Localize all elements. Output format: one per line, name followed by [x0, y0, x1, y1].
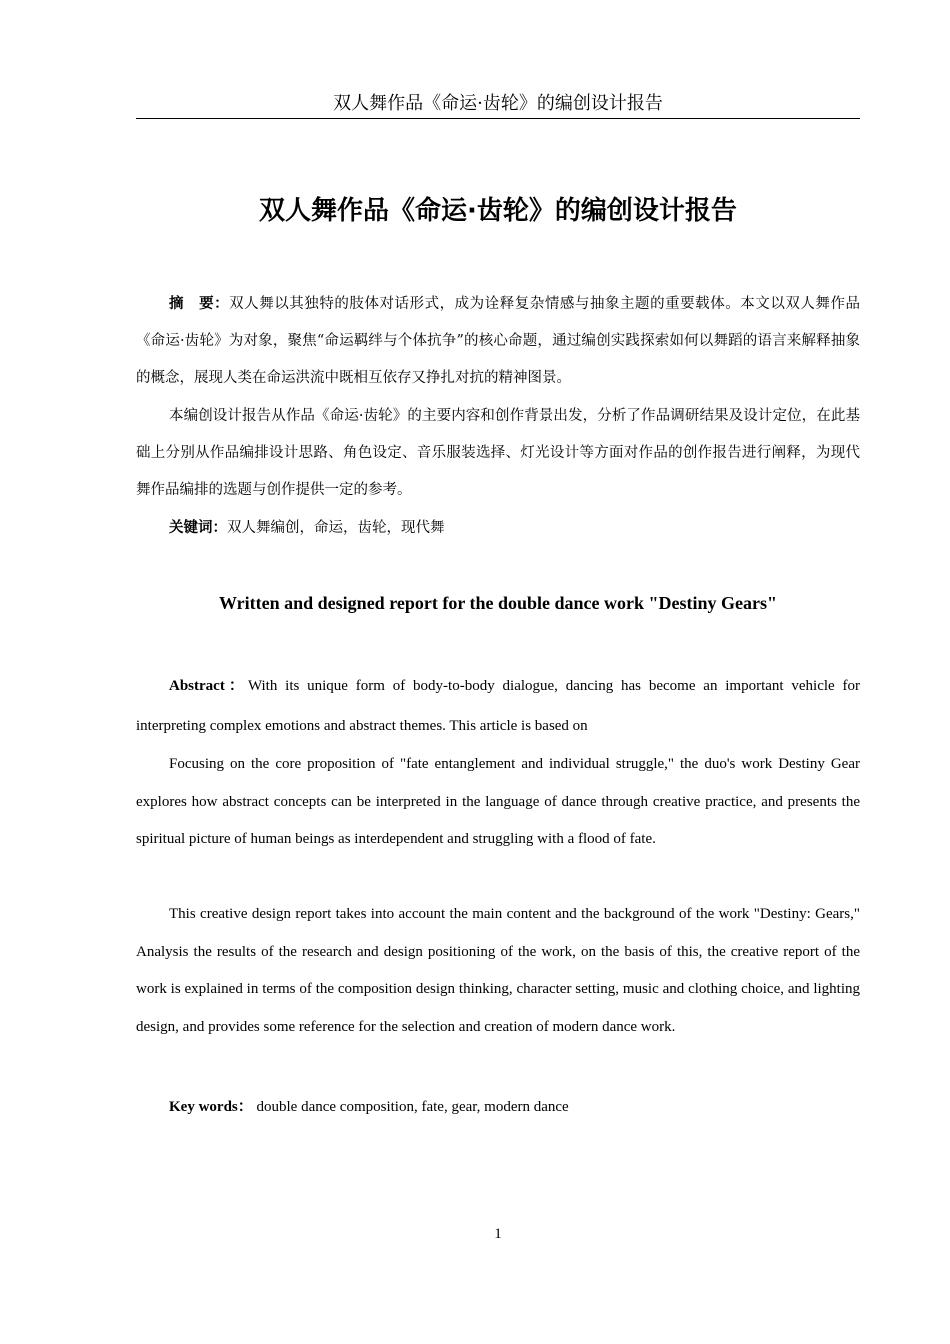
header-divider — [136, 118, 860, 119]
chinese-abstract-paragraph-1 — [136, 286, 860, 397]
chinese-keywords — [136, 510, 860, 547]
english-keywords-label: Key words： — [169, 1099, 253, 1115]
english-abstract-text-1: With its unique form of body-to-body dialogue, dancing has become an important vehicle for interpreting complex emotions and abstract themes. This article is based on — [136, 678, 861, 734]
english-keywords — [136, 1089, 860, 1127]
english-abstract-paragraph-1 — [136, 666, 860, 746]
english-keywords-text: double dance composition, fate, gear, modern dance — [256, 1099, 569, 1115]
chinese-keywords-label: 关键词： — [169, 520, 227, 536]
chinese-abstract-paragraph-2: 本编创设计报告从作品《命运·齿轮》的主要内容和创作背景出发，分析了作品调研结果及设计定位，在此基础上分别从作品编排设计思路、角色设定、音乐服装选择、灯光设计等方面对作品的创作报告进行阐释，为现代舞作品编排的选题与创作提供一定的参考。 — [136, 408, 860, 498]
chinese-keywords-text: 双人舞编创，命运，齿轮，现代舞 — [227, 520, 445, 536]
english-abstract-label: Abstract： — [169, 678, 248, 694]
running-header: 双人舞作品《命运·齿轮》的编创设计报告 — [333, 93, 663, 114]
english-abstract-paragraph-2: Focusing on the core proposition of "fate entanglement and individual struggle," the duo's work Destiny Gear explores how abstract concepts can be interpreted in the language of dance through creative practice, and presents the spiritual picture of human beings as interdependent and struggling with a flood of fate. — [136, 756, 860, 847]
chinese-abstract-text-1: 双人舞以其独特的肢体对话形式，成为诠释复杂情感与抽象主题的重要载体。本文以双人舞作品《命运·齿轮》为对象，聚焦“命运羁绊与个体抗争”的核心命题，通过编创实践探索如何以舞蹈的语言来解释抽象的概念，展现人类在命运洪流中既相互依存又挣扎对抗的精神图景。 — [136, 296, 861, 386]
english-abstract-paragraph-3: This creative design report takes into account the main content and the background of the work "Destiny: Gears," Analysis the results of the research and design positioning of the work, on the basis of this, the creative report of the work is explained in terms of the composition design thinking, character setting, music and clothing choice, and lighting design, and provides some reference for the selection and creation of modern dance work. — [136, 906, 860, 1035]
english-title: Written and designed report for the double dance work "Destiny Gears" — [219, 593, 777, 613]
page-number: 1 — [494, 1226, 502, 1242]
chinese-abstract-label: 摘 要： — [169, 296, 230, 312]
chinese-title: 双人舞作品《命运·齿轮》的编创设计报告 — [259, 196, 737, 226]
